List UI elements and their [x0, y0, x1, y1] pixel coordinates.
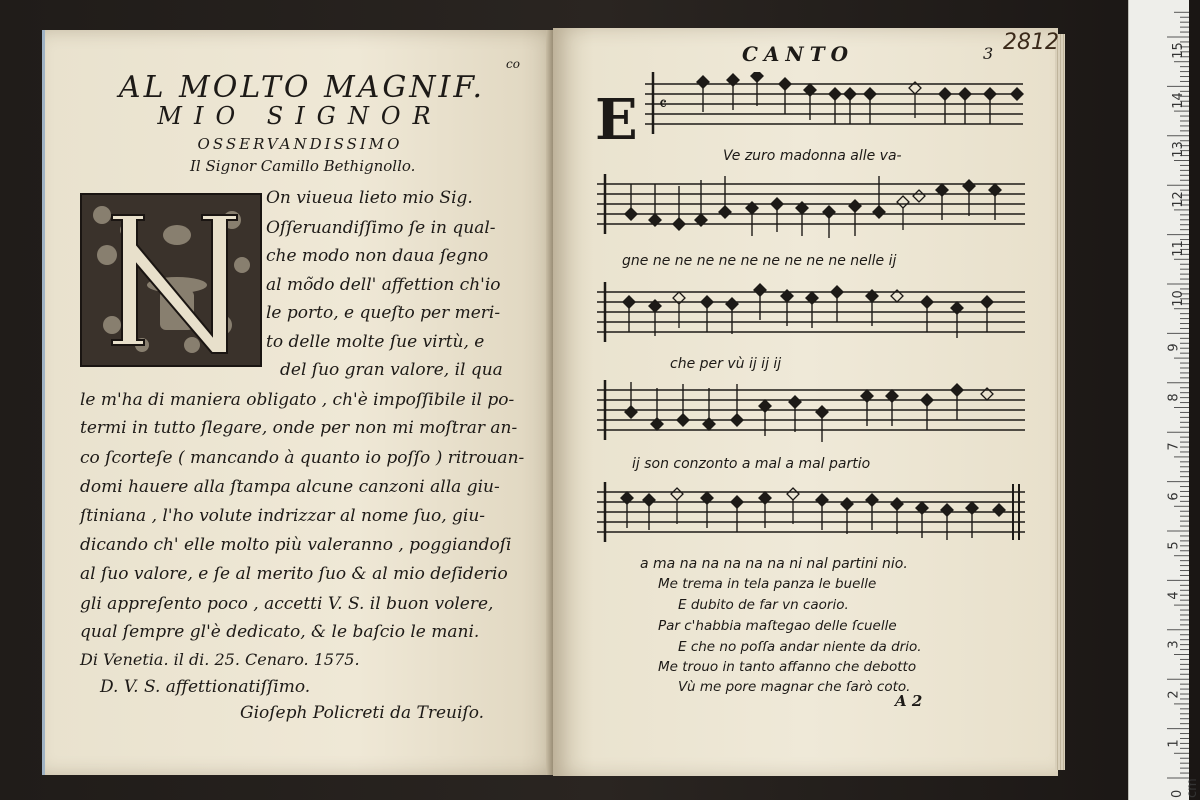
music-staff-5 — [597, 480, 1027, 548]
date-line: Di Venetia. il di. 25. Cenaro. 1575. — [80, 650, 360, 669]
dedication-header-line3: OSSERVANDISSIMO — [197, 135, 403, 153]
lyric-line: ij son conzonto a mal a mal partio — [632, 456, 871, 472]
body-line: Oſſeruandiſſimo ſe in qual- — [266, 218, 496, 238]
manuscript-folio-number: 2812 — [1003, 30, 1059, 55]
ruler-number: 11 — [1170, 240, 1186, 257]
body-line: le porto, e queſto per meri- — [266, 303, 501, 323]
lyric-line: gne ne ne ne ne ne ne ne ne ne nelle ij — [622, 253, 897, 269]
verse-line: E dubito de far vn caorio. — [678, 597, 849, 613]
body-line: gli appreſento poco , accetti V. S. il buon volere, — [80, 594, 494, 614]
body-line: ſtiniana , l'ho volute indrizzar al nome ſuo, giu- — [80, 506, 486, 526]
page-edges — [1055, 34, 1065, 770]
ruler-number: 4 — [1166, 591, 1182, 600]
body-line: termi in tutto ſlegare, onde per non mi moſtrar an- — [80, 418, 518, 438]
music-initial-e: E — [595, 87, 638, 153]
body-line: qual ſempre gl'è dedicato, & le baſcio le mani. — [80, 622, 480, 642]
body-line: le m'ha di maniera obligato , ch'è impoſſibile il po- — [80, 390, 515, 410]
verse-line: Par c'habbia maſtegao delle ſcuelle — [658, 618, 897, 634]
music-staff-3 — [597, 280, 1027, 348]
dedication-header-line2: MIO SIGNOR — [157, 102, 443, 130]
body-line: co ſcorteſe ( mancando à quanto io poſſo ) ritrouan- — [80, 448, 525, 468]
ruler-number: 7 — [1166, 442, 1182, 451]
verse-line: E che no poſſa andar niente da drio. — [678, 639, 922, 655]
ruler-number: 2 — [1166, 690, 1182, 699]
body-line: del ſuo gran valore, il qua — [280, 360, 503, 380]
ruler-number: 3 — [1166, 640, 1182, 649]
ruler-number: 15 — [1170, 42, 1186, 59]
ruler-number: 12 — [1170, 191, 1186, 208]
catchword-co: co — [506, 57, 520, 71]
verse-line: Me trema in tela panza le buelle — [658, 576, 877, 592]
body-line: domi hauere alla ſtampa alcune canzoni alla giu- — [80, 477, 500, 497]
ruler-number: 6 — [1166, 492, 1182, 501]
author-signature: Gioſeph Policreti da Treuiſo. — [240, 703, 485, 723]
body-line: On viueua lieto mio Sig. — [266, 188, 473, 208]
dedication-header-line1: AL MOLTO MAGNIF. — [118, 70, 486, 105]
ruler-label: 0 cm — [1170, 778, 1200, 798]
verse-line: Me trouo in tanto affanno che debotto — [658, 659, 917, 675]
ruler-number: 9 — [1166, 343, 1182, 352]
svg-text:𝄴: 𝄴 — [659, 94, 668, 115]
signature-mark: A 2 — [895, 692, 923, 710]
body-line: al mõdo dell' affettion ch'io — [266, 275, 501, 295]
lyric-line: Ve zuro madonna alle va- — [723, 148, 902, 164]
body-line: che modo non daua ſegno — [266, 246, 489, 266]
music-staff-4 — [597, 378, 1027, 446]
ruler-number: 5 — [1166, 541, 1182, 550]
ruler-number: 13 — [1170, 141, 1186, 158]
verse-line: Vù me pore magnar che ſarò coto. — [678, 679, 911, 695]
dedicatee-name: Il Signor Camillo Bethignollo. — [190, 157, 416, 175]
music-staff-2 — [597, 172, 1027, 242]
decorated-initial-n — [80, 193, 262, 367]
body-line: dicando ch' elle molto più valeranno , poggiandoſi — [80, 535, 512, 555]
closing-line: D. V. S. affettionatiſſimo. — [100, 677, 311, 697]
lyric-line: che per vù ij ij ij — [670, 356, 782, 372]
part-title: CANTO — [742, 42, 855, 66]
body-line: al ſuo valore, e ſe al merito ſuo & al mio deſiderio — [80, 564, 508, 584]
lyric-line: a ma na na na na na ni nal partini nio. — [640, 556, 908, 572]
body-line: to delle molte ſue virtù, e — [266, 332, 485, 352]
ruler-number: 1 — [1166, 739, 1182, 748]
ruler-number: 10 — [1170, 290, 1186, 307]
music-staff-1 — [645, 72, 1025, 138]
ruler-number: 8 — [1166, 393, 1182, 402]
page-number: 3 — [983, 44, 994, 63]
ruler-number: 14 — [1170, 92, 1186, 109]
